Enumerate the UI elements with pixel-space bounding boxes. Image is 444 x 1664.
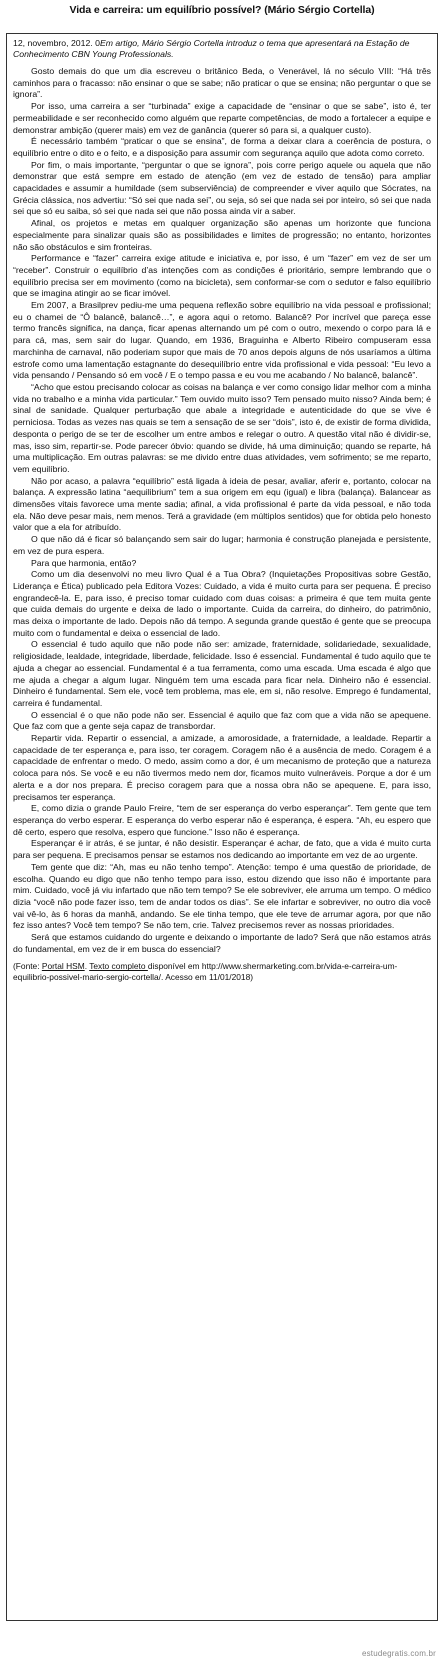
source-citation bbox=[13, 961, 431, 983]
article-lead bbox=[13, 38, 431, 60]
paragraph-10: O que não dá é ficar só balançando sem sair do lugar; harmonia é construção planejada e persistente, em vez de pura espera. bbox=[13, 534, 431, 556]
source-full-text-link[interactable]: Texto completo bbox=[89, 961, 148, 972]
article-date: 12, novembro, 2012. 0 bbox=[13, 38, 100, 48]
paragraph-4: Por fim, o mais importante, “perguntar o que se ignora”, pois corre perigo aquele ou aquela que não demonstrar que está sempre em estado de atenção (em vez de estado de tensão) para ampliar capacidades e assumir a humildade (sem subserviência) de compreender e viver aquilo que Sócrates, na Grécia clássica, nos advertiu: “Só sei que nada sei”, ou seja, só sei que nada sei por inteiro, só sei que nada sei que só eu saiba, só sei que nada sei que não possa ainda vir a saber. bbox=[13, 159, 431, 217]
paragraph-15: Repartir vida. Repartir o essencial, a amizade, a amorosidade, a fraternidade, a lealdade. Repartir a capacidade de ter esperança e, para isso, ter coragem. Coragem não é a ausência de medo. Coragem é a capacidade de enfrentar o medo. O medo, assim como a dor, é um mecanismo de proteção que a natureza coloca para nós. Se você e eu não tivermos medo nem dor, ficamos muito vulneráveis. Porque a dor é um alerta e a dor nos prepara. É preciso coragem para que a nossa obra não se apequene. E, para isso, precisamos ter esperança. bbox=[13, 733, 431, 802]
paragraph-14: O essencial é o que não pode não ser. Essencial é aquilo que faz com que a vida não se apequene. Que faz com que a gente seja capaz de transbordar. bbox=[13, 709, 431, 732]
paragraph-5: Afinal, os projetos e metas em qualquer organização são apenas um horizonte que funciona especialmente para sinalizar quais são as possibilidades e limites de progressão; no entanto, horizontes não são obstáculos e sim fronteiras. bbox=[13, 218, 431, 252]
paragraph-6: Performance e “fazer” carreira exige atitude e iniciativa e, por isso, é um “fazer” em vez de ser um “receber”. Construir o equilíbrio d’as intenções com as condições é prioritário, sempre lembrando que o equilíbrio precisa ser em movimento (como na bicicleta), sem conformar-se com o sedutor e falso equilíbrio que se imagina atingir ao se ficar imóvel. bbox=[13, 253, 431, 299]
article-intro: Em artigo, Mário Sérgio Cortella introduz o tema que apresentará na Estação de Conhecimento CBN Young Professionals. bbox=[13, 38, 410, 59]
paragraph-18: Tem gente que diz: “Ah, mas eu não tenho tempo”. Atenção: tempo é uma questão de prioridade, de escolha. Quando eu digo que não tenho tempo para isso, estou dizendo que isso não é importante para mim. Cuidado, você já viu infartado que não tem tempo? Se ele sobreviver, ele arruma um tempo. O médico dizia “você não pode fazer isso, tem de andar todos os dias”. Se ele infartar e sobreviver, no outro dia você vai vê-lo, às 6 horas da manhã, andando. Se ele tinha tempo, que ele teve de arrumar agora, por que não fez isso antes? Você tem tempo? Se não tem, crie. Talvez precisemos rever as nossas prioridades. bbox=[13, 861, 431, 931]
paragraph-16: E, como dizia o grande Paulo Freire, “tem de ser esperança do verbo esperançar”. Tem gente que tem esperança do verbo esperar. E esperança do verbo esperar não é esperança, é espera. “Ah, eu espero que dê certo, espero que resolva, espero que funcione.” Isso não é esperança. bbox=[13, 803, 431, 837]
paragraph-9: Não por acaso, a palavra “equilíbrio” está ligada à ideia de pesar, avaliar, aferir e, portanto, colocar na balança. A expressão latina “aequilibrium” tem a sua origem em equ (igual) e libra (balança). Balancear as dimensões vitais favorece uma mente sadia; afinal, a vida profissional é parte da vida pessoal, e não toda ela. Não deve pesar mais, nem menos. Terá a gravidade (em múltiplos sentidos) que for obtida pelo honesto valor que a ela for atribuído. bbox=[13, 475, 431, 533]
paragraph-19: Será que estamos cuidando do urgente e deixando o importante de lado? Será que não estamos atrás do fundamental, em vez de ir em busca do essencial? bbox=[13, 932, 431, 954]
article-box bbox=[6, 33, 438, 1621]
paragraph-7: Em 2007, a Brasilprev pediu-me uma pequena reflexão sobre equilíbrio na vida pessoal e profissional; eu o chamei de “Ô balancê, balancê…”, e agora aqui o retomo. Balancê? Por incrível que pareça esse termo francês significa, na dança, ficar apenas alternando um pé com o outro, mexendo o corpo para lá e para cá, mas, sem sair do lugar. Quando, em 1936, Braguinha e Alberto Ribeiro compuseram essa marchinha de carnaval, não poderiam supor que mais de 70 anos depois alguns de nós usaríamos a última estrofe como uma lamentação estagnante do desequilíbrio entre vida profissional e vida pessoal: “Eu levo a vida pensando / Pensando só em você / E o tempo passa e eu vou me acabando / No balancê, balancê”. bbox=[13, 300, 431, 381]
source-url-text: disponível em http://www.shermarketing.com.br/vida-e-carreira-um-equilibrio-possivel-mario-sergio-cortella/. Acesso em 11/01/2018) bbox=[13, 961, 398, 983]
site-watermark: estudegratis.com.br bbox=[361, 1649, 436, 1658]
paragraph-13: O essencial é tudo aquilo que não pode não ser: amizade, fraternidade, solidariedade, sexualidade, religiosidade, lealdade, integridade, liberdade, felicidade. Isso é essencial. Fundamental é tudo aquilo que te ajuda a chegar ao essencial. Fundamental é a tua ferramenta, como uma escada. Uma escada é algo que me ajuda a chegar a algum lugar. Ninguém tem uma escada para ficar nela. Dinheiro não é essencial. Dinheiro é fundamental. Sem ele, você tem problema, mas ele, em si, não resolve. Emprego é fundamental, carreira é fundamental. bbox=[13, 639, 431, 708]
paragraph-17: Esperançar é ir atrás, é se juntar, é não desistir. Esperançar é achar, de fato, que a vida é muito curta para ser pequena. E precisamos pensar se estamos nos dedicando ao importante em vez de ao urgente. bbox=[13, 838, 431, 861]
paragraph-3: É necessário também “praticar o que se ensina”, de forma a deixar clara a coerência de postura, o equilíbrio entre o dito e o feito, e a disposição para assumir com segurança aquilo que adota como correto. bbox=[13, 136, 431, 158]
paragraph-8: “Acho que estou precisando colocar as coisas na balança e ver como consigo lidar melhor com a minha vida no trabalho e a minha vida particular.” Tem ouvido muito isso? Tem pensado muito nisso? Ainda bem; é sinal de sanidade. Qualquer perturbação que abale a integridade e autenticidade do que se vive é perniciosa. Todas as vezes nas quais se tem a sensação de se ser “dois”, isto é, de existir de forma dividida, desponta o perigo de se ter de escolher um entre ambos e relegar o outro. A questão vital não é dividir-se, mas, isso sim, repartir-se. Pode parecer óbvio: quando se divide, há uma diminuição; quando se reparte, há uma multiplicação. Em outras palavras: se me divido entre duas atividades, vem sofrimento; se me reparto, vem equilíbrio. bbox=[13, 381, 431, 474]
source-prefix: (Fonte: bbox=[13, 961, 42, 972]
paragraph-1: Gosto demais do que um dia escreveu o britânico Beda, o Venerável, lá no século VIII: “Há três caminhos para o fracasso: não ensinar o que se sabe; não praticar o que se ensina; não perguntar o que se ignora”. bbox=[13, 66, 431, 100]
paragraph-12: Como um dia desenvolvi no meu livro Qual é a Tua Obra? (Inquietações Propositivas sobre Gestão, Liderança e Ética) publicado pela Editora Vozes: Cuidado, a vida é muito curta para ser pequena. É preciso engrandecê-la. E, para isso, é preciso tomar cuidado com duas coisas: a primeira é que tem muita gente que cuida demais do urgente e deixa de lado o importante. Cuida da carreira, do dinheiro, do patrimônio, mas deixa o importante de lado. Depois não dá tempo. A segunda grande questão é gente que se preocupa muito com o fundamental e deixa o essencial de lado. bbox=[13, 569, 431, 638]
source-portal-link[interactable]: Portal HSM bbox=[41, 961, 85, 972]
paragraph-11: Para que harmonia, então? bbox=[31, 557, 137, 568]
article-title: Vida e carreira: um equilíbrio possível? (Mário Sérgio Cortella) bbox=[69, 4, 375, 16]
source-separator: . bbox=[84, 961, 90, 972]
paragraph-2: Por isso, uma carreira a ser “turbinada” exige a capacidade de “ensinar o que se sabe”, isto é, ter permeabilidade e ser reconhecido como alguém que reparte competências, de modo a fortalecer a equipe e demonstrar ambição (querer mais) em vez de ganância (querer só para si, a qualquer custo). bbox=[13, 101, 431, 135]
